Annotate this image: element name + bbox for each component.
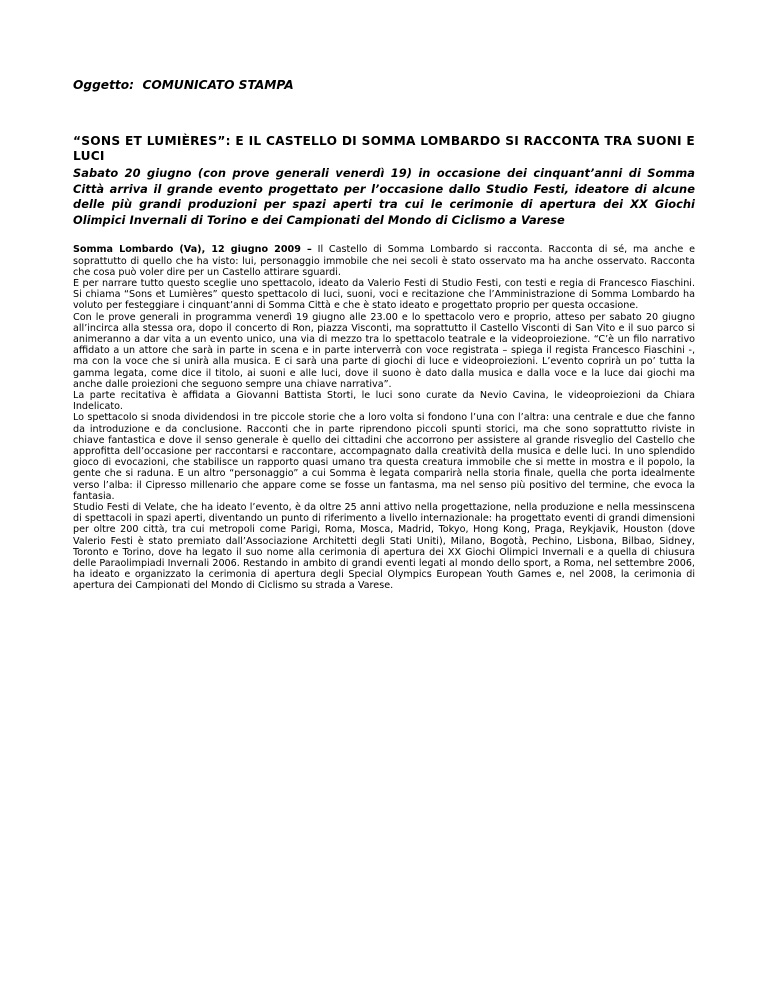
subject-label: Oggetto: (73, 78, 134, 92)
press-release-subtitle: Sabato 20 giugno (con prove generali venerdì 19) in occasione dei cinquant’anni di Somma Città arriva il grande evento progettato per l’occasione dallo Studio Festi, ideatore di alcune delle più grandi produzioni per spazi aperti tra cui le cerimonie di apertura dei XX Giochi Olimpici Invernali di Torino e dei Campionati del Mondo di Ciclismo a Varese (73, 166, 695, 227)
subject-line (73, 78, 695, 92)
body-paragraph (73, 244, 695, 278)
body-paragraph: La parte recitativa è affidata a Giovanni Battista Storti, le luci sono curate da Nevio Cavina, le videoproiezioni da Chiara Indelicato. (73, 390, 695, 413)
body-paragraph: Con le prove generali in programma venerdì 19 giugno alle 23.00 e lo spettacolo vero e proprio, atteso per sabato 20 giugno all’incirca alla stessa ora, dopo il concerto di Ron, piazza Visconti, ma soprattutto il Castello Visconti di San Vito e il suo parco si animeranno a dar vita a un evento unico, una via di mezzo tra lo spettacolo teatrale e la videoproiezione. “C’è un filo narrativo affidato a un attore che sarà in parte in scena e in parte interverrà con voce registrata – spiega il regista Francesco Fiaschini -, ma con la voce che si unirà alla musica. E ci sarà una parte di giochi di luce e videoproiezioni. L’evento coprirà un po’ tutta la gamma legata, come dice il titolo, ai suoni e alle luci, dove il suono è dato dalla musica e dalla voce e la luce dai giochi ma anche dalle proiezioni che seguono sempre una chiave narrativa”. (73, 311, 695, 390)
subject-value: COMUNICATO STAMPA (142, 78, 294, 92)
press-release-document (73, 78, 695, 592)
press-release-title: “SONS ET LUMIÈRES”: E IL CASTELLO DI SOMMA LOMBARDO SI RACCONTA TRA SUONI E LUCI (73, 134, 695, 163)
press-release-body (73, 244, 695, 591)
body-paragraph: Studio Festi di Velate, che ha ideato l’evento, è da oltre 25 anni attivo nella progettazione, nella produzione e nella messinscena di spettacoli in spazi aperti, diventando un punto di riferimento a livello internazionale: ha progettato eventi di grandi dimensioni per oltre 200 città, tra cui metropoli come Parigi, Roma, Mosca, Madrid, Tokyo, Hong Kong, Praga, Reykjavik, Houston (dove Valerio Festi è stato premiato dall’Associazione Architetti degli Stati Uniti), Milano, Bogotà, Pechino, Lisbona, Bilbao, Sidney, Toronto e Torino, dove ha legato il suo nome alla cerimonia di apertura dei XX Giochi Olimpici Invernali e a quella di chiusura delle Paraolimpiadi Invernali 2006. Restando in ambito di grandi eventi legati al mondo dello sport, a Roma, nel settembre 2006, ha ideato e organizzato la cerimonia di apertura degli Special Olympics European Youth Games e, nel 2008, la cerimonia di apertura dei Campionati del Mondo di Ciclismo su strada a Varese. (73, 502, 695, 592)
body-paragraph: E per narrare tutto questo sceglie uno spettacolo, ideato da Valerio Festi di Studio Festi, con testi e regia di Francesco Fiaschini. Si chiama “Sons et Lumières” questo spettacolo di luci, suoni, voci e recitazione che l’Amministrazione di Somma Lombardo ha voluto per festeggiare i cinquant’anni di Somma Città e che è stato ideato e progettato proprio per questa occasione. (73, 277, 695, 312)
dateline: Somma Lombardo (Va), 12 giugno 2009 – (73, 244, 312, 256)
body-paragraph: Lo spettacolo si snoda dividendosi in tre piccole storie che a loro volta si fondono l’una con l’altra: una centrale e due che fanno da introduzione e da conclusione. Racconti che in parte riprendono piccoli spunti storici, ma che sono soprattutto riviste in chiave fantastica e dove il senso generale è quello dei cittadini che accorrono per assistere al grande risveglio del Castello che approfitta dell’occasione per raccontarsi e raccontare, accompagnato dalla creatività della musica e delle luci. In uno splendido gioco di evocazioni, che stabilisce un rapporto quasi umano tra questa creatura immobile che si mette in mostra e il popolo, la gente che si raduna. E un altro “personaggio” a cui Somma è legata comparirà nella storia finale, quella che porta idealmente verso l’alba: il Cipresso millenario che appare come se fosse un fantasma, ma nel senso più positivo del termine, che evoca la fantasia. (73, 412, 695, 502)
body-paragraph-text: Il Castello di Somma Lombardo si racconta. Racconta di sé, ma anche e soprattutto di quello che ha visto: lui, personaggio immobile che nei secoli è stato osservato ma ha anche osservato. Racconta che cosa può voler dire per un Castello attirare sguardi. (73, 244, 695, 278)
